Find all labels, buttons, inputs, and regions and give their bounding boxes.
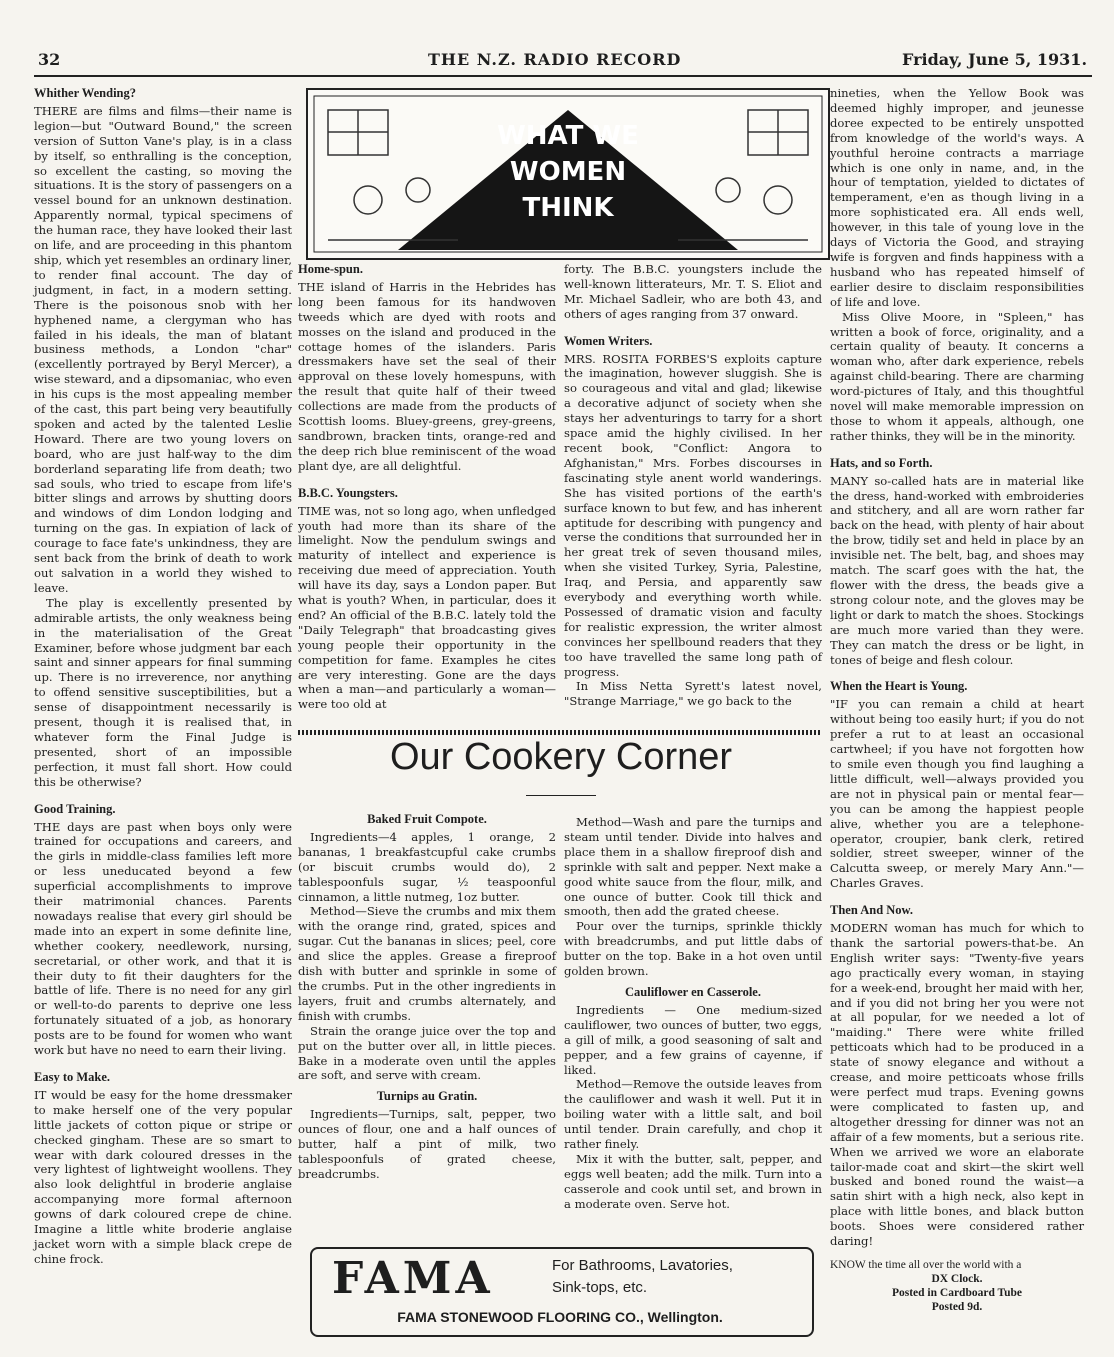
article-women-writers-2: In Miss Netta Syrett's latest novel, "Strange Marriage," we go back to the: [564, 679, 822, 709]
recipe-compote-method-2: Strain the orange juice over the top and put on the butter over all, in little pieces. Bake in a moderate oven until the apples are soft, and serve with cream.: [298, 1023, 556, 1083]
recipe-title-turnips-au-gratin: Turnips au Gratin.: [376, 1089, 478, 1104]
article-novels: nineties, when the Yellow Book was deemed highly improper, and jeunesse doree expected to be entirely unspotted from knowledge of the world's ways. A youthful heroine contracts a marriage which is one only in name, and, in the hour of temptation, yielded to dictates of temperament, e'en as though living in a more sophisticated era. All ends well, however, in this tale of young love in the days of Victoria the Good, and straying wife is forgven and finds happiness with a husband who has repeated himself of earlier desire to disclaim responsibilities of life and love.: [830, 86, 1084, 309]
article-novels-2: Miss Olive Moore, in "Spleen," has written a book of force, originality, and a certain quality of beauty. It concerns a woman who, after dark experience, rebels against child-bearing. There are charming word-pictures of Italy, and this thoughtful novel will make memorable impression on those to whom it appeals, although, one rather thinks, they will be in the minority.: [830, 309, 1084, 443]
banner-line-3: THINK: [522, 193, 614, 223]
recipe-title-cauliflower: Cauliflower en Casserole.: [625, 984, 761, 999]
article-home-spun: THE island of Harris in the Hebrides has long been famous for its handwoven tweeds which are dyed with roots and mosses on the island and produced in the cottage homes of the islanders. Paris dressmakers have set the seal of their approval on these lovely homespuns, with the result that quite half of their tweed collections are made from the products of Scottish looms. Bluey-greens, grey-greens, sandbrown, bracken tints, orange-red and the deep rich blue reminiscent of the woad plant dye, are all delightful.: [298, 279, 556, 473]
recipe-cauliflower-method-2: Mix it with the butter, salt, pepper, and eggs well beaten; add the milk. Turn into a casserole and cook until set, and brown in a moderate oven. Serve hot.: [564, 1151, 822, 1211]
dx-clock-ad: [830, 1258, 1084, 1314]
heading-home-spun: Home-spun.: [298, 262, 363, 276]
recipe-compote-method: Method—Sieve the crumbs and mix them with the orange rind, grated, spices and sugar. Cut the bananas in slices; peel, core and slice the apples. Grease a fireproof dish with butter and sprinkle in some of the crumbs. Put in the other ingredients in layers, fruit and crumbs alternately, and finish with crumbs.: [298, 904, 556, 1023]
cookery-divider: [298, 730, 822, 735]
heading-heart-is-young: When the Heart is Young.: [830, 679, 968, 694]
recipe-turnips-method-2: Pour over the turnips, sprinkle thickly with breadcrumbs, and put little dabs of butter on the top. Bake in a hot oven until golden brown.: [564, 919, 822, 979]
heading-whither-wending: Whither Wending?: [34, 86, 136, 100]
article-then-and-now: MODERN woman has much for which to thank the sartorial powers-that-be. An English writer says: "Twenty-five years ago practically every woman, in staying for a week-end, brought her maid with her, and if you did not bring her you were not at all popular, for we needed a lot of "maiding." There were white frilled petticoats which had to be produced in a state of snowy elegance and without a crease, and moire petticoats whose frills were perfect mud traps. Evening gowns were complicated to fasten up, and altogether dressing for dinner was not an affair of a few moments, but a serious rite. When we arrived we wore an elaborate tailor-made coat and skirt—the skirt well busked and boned round the waist—a satin shirt with a high neck, also kept in place with little bones, and black button boots. Shoes were considered rather daring!: [830, 921, 1084, 1249]
heading-then-and-now: Then And Now.: [830, 903, 914, 918]
page-number: 32: [38, 50, 61, 69]
cookery-column-right: [564, 815, 822, 1212]
dx-clock-line-2: DX Clock.: [931, 1273, 983, 1285]
column-4: [830, 86, 1084, 1249]
article-whither-wending-2: The play is excellently presented by admirable artists, the only weakness being in the materialisation of the Great Examiner, before whose judgment bar each saint and sinner appears for final summing up. There is no irreverence, nor anything to offend sensitive susceptibilities, but a sense of disappointment necessarily is present, though it is realised that, in whatever form the Final Judge is presented, short of an impossible perfection, it must fall short. How could this be otherwise?: [34, 595, 292, 789]
article-heart-is-young: "IF you can remain a child at heart without being too easily hurt; if you do not prefer a rut to at least an occasional cartwheel; if you have not forgotten how to smile even though you find laughing a little difficult, well—always provided you are not in physical pain or mental fear—you can be among the happiest people alive, whether you are a telephone-operator, croupier, bank clerk, retired soldier, street sweeper, winner of the Calcutta sweep, or merely Mary Ann."—Charles Graves.: [830, 697, 1084, 891]
fama-tagline-2: Sink-tops, etc.: [552, 1279, 648, 1296]
recipe-cauliflower-method: Method—Remove the outside leaves from the cauliflower and wash it well. Put it in boiling water with a little salt, and boil until tender. Drain carefully, and chop it rather finely.: [564, 1077, 822, 1152]
article-bbc-continued: forty. The B.B.C. youngsters include the well-known litterateurs, Mr. T. S. Eliot and Mr. Michael Sadleir, who are both 43, and others of ages ranging from 37 onward.: [564, 262, 822, 321]
article-good-training: THE days are past when boys only were trained for occupations and careers, and the girls in middle-class families left more or less uneducated beyond a few superficial accomplishments to improve their matrimonial chances. Parents nowadays realise that every girl should be made into an expert in some definite line, whether cookery, needlework, nursing, secretarial, or other work, and that it is their duty to fit their daughters for the battle of life. There is no need for any girl or well-to-do parents to deprive one less fortunately situated of a job, as honorary posts are to be found for women who want work but have no need to earn their living.: [34, 819, 292, 1058]
recipe-turnips-method: Method—Wash and pare the turnips and steam until tender. Divide into halves and place them in a shallow fireproof dish and sprinkle with salt and pepper. Next make a good white sauce from the flour, milk, and one ounce of butter. Cook till thick and smooth, then add the grated cheese.: [564, 815, 822, 919]
issue-date: Friday, June 5, 1931.: [902, 50, 1088, 69]
cookery-title: Our Cookery Corner: [389, 736, 733, 778]
heading-bbc-youngsters: B.B.C. Youngsters.: [298, 485, 398, 500]
recipe-compote-ingredients: Ingredients—4 apples, 1 orange, 2 bananas, 1 breakfastcupful cake crumbs (or biscuit crumbs would do), 2 tablespoonfuls sugar, ½ teaspoonful cinnamon, a little nutmeg, 1oz butter.: [298, 829, 556, 904]
heading-good-training: Good Training.: [34, 801, 116, 816]
fama-tagline-1: For Bathrooms, Lavatories,: [552, 1257, 733, 1274]
column-2: [298, 262, 556, 712]
dx-clock-line-4: Posted 9d.: [931, 1301, 983, 1313]
article-whither-wending: THERE are films and films—their name is legion—but "Outward Bound," the screen version of Sutton Vane's play, is in a class by itself, so enthralling is the conception, so excellent the casting, so moving the situations. It is the story of passengers on a vessel bound for an unknown destination. Apparently normal, typical specimens of the human race, they have looked their last on life, and are proceeding in this phantom ship, which yet resembles an ordinary liner, to render final account. The day of judgment, in fact, in a modern setting. There is the poisonous snob with her hyphened name, a clergyman who has failed in his ideals, the man of blatant business methods, a London "char" (excellently portrayed by Beryl Mercer), a wise steward, and a dipsomaniac, who even in his cups is the most appealing member of the cast, this part being very beautifully spoken and acted by the talented Leslie Howard. There are two young lovers on board, who are just half-way to the dim borderland separating life from death; two sad souls, who tried to escape from life's bitter slings and arrows by shutting doors and windows of dim London lodging and turning on the gas. In expiation of lack of courage to face fate's unkindness, they are sent back from the brink of death to work out salvation in a world they wished to leave.: [34, 103, 292, 595]
fama-brand: FAMA: [332, 1253, 494, 1304]
what-we-women-think-banner: [306, 88, 830, 260]
banner-line-1: WHAT WE: [497, 121, 639, 151]
masthead-title: THE N.Z. RADIO RECORD: [428, 50, 682, 69]
dx-clock-line-1: KNOW the time all over the world with a: [830, 1259, 1022, 1271]
banner-line-2: WOMEN: [509, 157, 627, 187]
column-3: [564, 262, 822, 709]
heading-women-writers: Women Writers.: [564, 333, 653, 348]
fama-company: FAMA STONEWOOD FLOORING CO., Wellington.: [397, 1309, 723, 1325]
column-1: [34, 86, 292, 1267]
header-rule: [34, 75, 1092, 77]
fama-advertisement: [310, 1247, 814, 1337]
cookery-title-rule: [526, 795, 596, 796]
dx-clock-line-3: Posted in Cardboard Tube: [891, 1287, 1023, 1299]
recipe-title-baked-fruit-compote: Baked Fruit Compote.: [367, 812, 487, 826]
article-easy-to-make: IT would be easy for the home dressmaker to make herself one of the very popular little jackets of cotton pique or stripe or checked gingham. These are so smart to wear with dark coloured dresses in the very lightest of lightweight woollens. They also look delightful in broderie anglaise accompanying more formal afternoon gowns of dark coloured crepe de chine. Imagine a little white broderie anglaise jacket worn with a simple black crepe de chine frock.: [34, 1087, 292, 1266]
recipe-cauliflower-ingredients: Ingredients — One medium-sized cauliflower, two ounces of butter, two eggs, a gill of milk, a good seasoning of salt and pepper, and a few grains of cayenne, if liked.: [564, 1002, 822, 1077]
cookery-column-left: [298, 812, 556, 1182]
article-women-writers: MRS. ROSITA FORBES'S exploits capture the imagination, however sluggish. She is so courageous and vital and glad; likewise a decorative adjunct of society when she stays her adventurings to tarry for a short space amid the highly civilised. In her recent book, "Conflict: Angora to Afghanistan," Mrs. Forbes discourses in fascinating style anent world wanderings. She has visited portions of the earth's surface known to but few, and has inherent aptitude for describing with pungency and verse the conditions that surrounded her in her great trek of seven thousand miles, when she visited Turkey, Syria, Palestine, Iraq, and Persia, and apparently saw everybody and everything worth while. Possessed of dramatic vision and faculty for realistic expression, the writer almost convinces her spellbound readers that they too have travelled the same long path of progress.: [564, 351, 822, 679]
heading-easy-to-make: Easy to Make.: [34, 1070, 111, 1084]
heading-hats: Hats, and so Forth.: [830, 455, 933, 470]
recipe-turnips-ingredients: Ingredients—Turnips, salt, pepper, two ounces of flour, one and a half ounces of butter, half a pint of milk, two tablespoonfuls of grated cheese, breadcrumbs.: [298, 1107, 556, 1181]
article-hats: MANY so-called hats are in material like the dress, hand-worked with embroideries and stitchery, and all are worn rather far back on the head, with plenty of hair about the brow, tidily set and held in place by an invisible net. The belt, bag, and shoes may match. The scarf goes with the hat, the flower with the dress, the beads give a strong colour note, and the gloves may be light or dark to match the shoes. Stockings are much more varied than they were. They can match the dress or be light, in tones of beige and flesh colour.: [830, 473, 1084, 667]
article-bbc-youngsters: TIME was, not so long ago, when unfledged youth had more than its share of the limelight. Now the pendulum swings and maturity of intellect and experience is receiving due meed of appreciation. Youth will have its day, says a London paper. But what is youth? When, in particular, does it end? An official of the B.B.C. lately told the "Daily Telegraph" that broadcasting gives young people their opportunity in the competition for fame. Examples he cites are very interesting. Gone are the days when a man—and particularly a woman—were too old at: [298, 503, 556, 712]
